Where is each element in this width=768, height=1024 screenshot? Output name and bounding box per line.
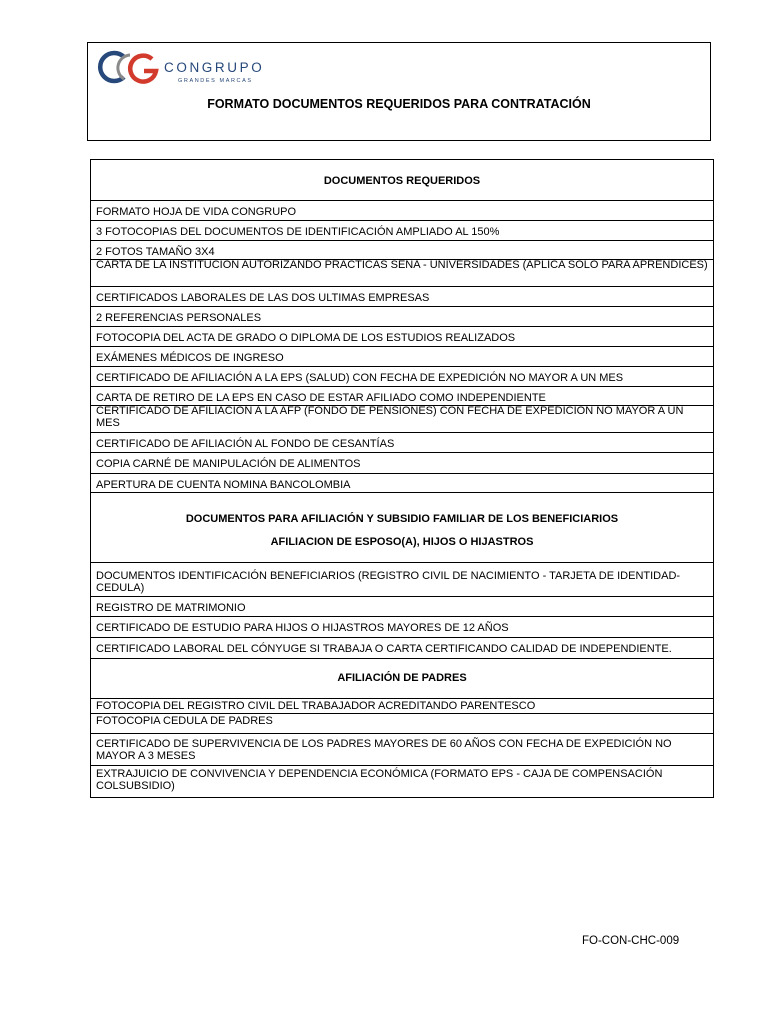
row-text: CERTIFICADO DE AFILIACION A LA AFP (FONDO DE PENSIONES) CON FECHA DE EXPEDICION NO MAYOR A UN MES — [96, 405, 684, 429]
row-text: CERTIFICADO DE ESTUDIO PARA HIJOS O HIJASTROS MAYORES DE 12 AÑOS — [96, 622, 509, 634]
table-row — [91, 387, 713, 406]
table-row — [91, 699, 713, 714]
row-text: 2 FOTOS TAMAÑO 3X4 — [96, 246, 215, 258]
table-row — [91, 241, 713, 260]
section-title: DOCUMENTOS PARA AFILIACIÓN Y SUBSIDIO FAMILIAR DE LOS BENEFICIARIOS — [185, 513, 619, 525]
table-row — [91, 453, 713, 474]
row-text: EXÁMENES MÉDICOS DE INGRESO — [96, 352, 284, 364]
row-text: CARTA DE LA INSTITUCION AUTORIZANDO PRACTICAS SENA - UNIVERSIDADES (APLICA SOLO PARA APRENDICES) — [96, 259, 708, 271]
row-text: DOCUMENTOS IDENTIFICACIÓN BENEFICIARIOS (REGISTRO CIVIL DE NACIMIENTO - TARJETA DE IDENTIDAD- CEDULA) — [96, 570, 681, 594]
row-text: APERTURA DE CUENTA NOMINA BANCOLOMBIA — [96, 479, 351, 491]
section-subtitle: AFILIACION DE ESPOSO(A), HIJOS O HIJASTROS — [270, 536, 534, 548]
table-row — [91, 638, 713, 659]
table-row — [91, 597, 713, 617]
row-text: FOTOCOPIA DEL REGISTRO CIVIL DEL TRABAJADOR ACREDITANDO PARENTESCO — [96, 700, 536, 712]
row-text: CERTIFICADOS LABORALES DE LAS DOS ULTIMAS EMPRESAS — [96, 292, 430, 304]
table-row — [91, 367, 713, 387]
congrupo-logo — [94, 49, 264, 85]
table-row — [91, 406, 713, 433]
document-header — [87, 42, 711, 141]
row-text: CERTIFICADO DE SUPERVIVENCIA DE LOS PADRES MAYORES DE 60 AÑOS CON FECHA DE EXPEDICIÓN NO MAYOR A 3 MESES — [96, 738, 672, 762]
requirements-table — [90, 159, 714, 798]
row-text: CERTIFICADO DE AFILIACIÓN A LA EPS (SALUD) CON FECHA DE EXPEDICIÓN NO MAYOR A UN MES — [96, 372, 624, 384]
table-row — [91, 287, 713, 307]
logo-wordmark: CONGRUPO — [164, 60, 265, 75]
table-row — [91, 766, 713, 798]
table-row — [91, 714, 713, 734]
row-text: 2 REFERENCIAS PERSONALES — [96, 312, 262, 324]
section-header-row — [91, 659, 713, 699]
table-row — [91, 563, 713, 597]
table-row — [91, 734, 713, 766]
row-text: CERTIFICADO DE AFILIACIÓN AL FONDO DE CESANTÍAS — [96, 438, 395, 450]
table-row — [91, 347, 713, 367]
row-text: FORMATO HOJA DE VIDA CONGRUPO — [96, 206, 297, 218]
document-title: FORMATO DOCUMENTOS REQUERIDOS PARA CONTRATACIÓN — [207, 97, 591, 111]
table-row — [91, 260, 713, 287]
section-header-row — [91, 493, 713, 563]
section-header-row — [91, 160, 713, 201]
table-row — [91, 201, 713, 221]
logo-tagline: GRANDES MARCAS — [178, 78, 253, 84]
row-text: 3 FOTOCOPIAS DEL DOCUMENTOS DE IDENTIFICACIÓN AMPLIADO AL 150% — [96, 226, 500, 238]
row-text: COPIA CARNÉ DE MANIPULACIÓN DE ALIMENTOS — [96, 458, 361, 470]
form-code: FO-CON-CHC-009 — [582, 935, 680, 947]
table-row — [91, 433, 713, 453]
row-text: CERTIFICADO LABORAL DEL CÓNYUGE SI TRABAJA O CARTA CERTIFICANDO CALIDAD DE INDEPENDIENTE. — [96, 643, 672, 655]
table-row — [91, 617, 713, 638]
cg-logo-icon — [94, 49, 164, 85]
row-text: EXTRAJUICIO DE CONVIVENCIA Y DEPENDENCIA ECONÓMICA (FORMATO EPS - CAJA DE COMPENSACIÓN COLSUBSIDIO) — [96, 768, 663, 792]
table-row — [91, 307, 713, 327]
section-title: AFILIACIÓN DE PADRES — [337, 672, 467, 684]
table-row — [91, 474, 713, 493]
row-text: CARTA DE RETIRO DE LA EPS EN CASO DE ESTAR AFILIADO COMO INDEPENDIENTE — [96, 392, 546, 404]
row-text: FOTOCOPIA DEL ACTA DE GRADO O DIPLOMA DE LOS ESTUDIOS REALIZADOS — [96, 332, 516, 344]
table-row — [91, 221, 713, 241]
row-text: REGISTRO DE MATRIMONIO — [96, 602, 246, 614]
table-row — [91, 327, 713, 347]
row-text: FOTOCOPIA CEDULA DE PADRES — [96, 715, 273, 727]
section-title: DOCUMENTOS REQUERIDOS — [323, 175, 481, 187]
